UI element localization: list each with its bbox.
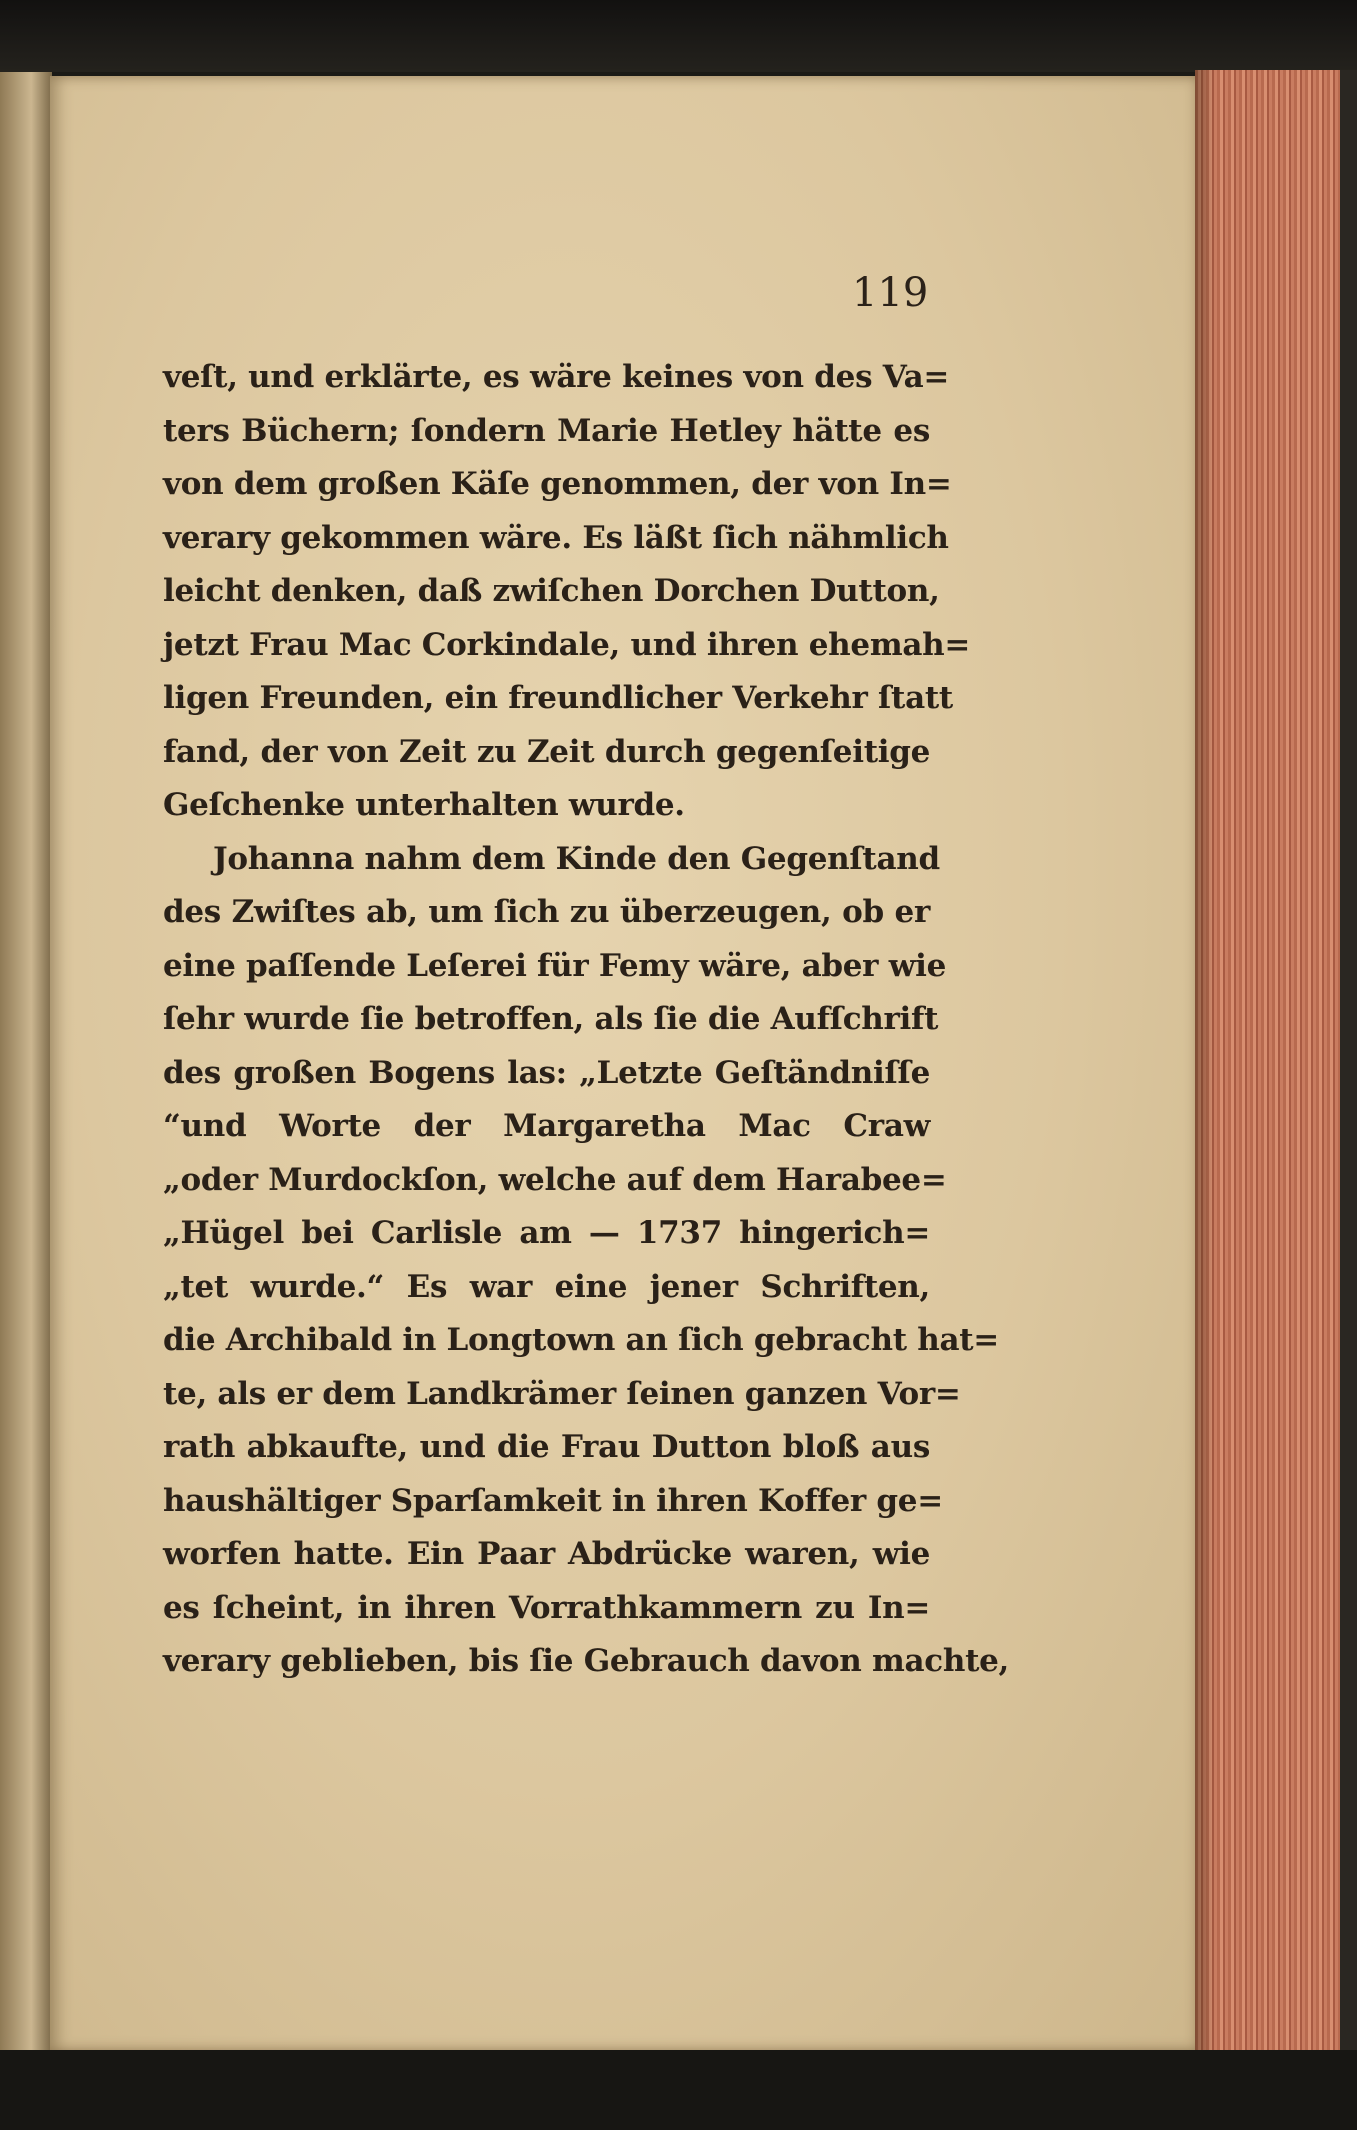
text-line: worfen hatte. Ein Paar Abdrücke waren, wie [163,1536,930,1572]
text-line: ligen Freunden, ein freundlicher Verkehr ſtatt [163,680,953,716]
text-line: fand, der von Zeit zu Zeit durch gegenſeitige [163,733,930,770]
text-line: ters Büchern; ſondern Marie Hetley hätte es [163,412,930,449]
text-line: te, als er dem Landkrämer ſeinen ganzen Vor= [163,1375,961,1412]
page-number: 119 [852,270,929,316]
text-line: von dem großen Käſe genommen, der von In= [163,466,952,502]
text-line: ſehr wurde ſie betroffen, als ſie die Aufſchrift [163,1001,939,1037]
text-line: verary gekommen wäre. Es läßt ſich nähmlich [163,519,949,556]
text-line: „oder Murdockſon, welche auf dem Harabee= [163,1161,947,1198]
facing-page-edge [0,72,52,2052]
scan-background-top [0,0,1357,72]
text-line: „tet wurde.“ Es war eine jener Schriften, [163,1268,930,1305]
text-line: Geſchenke unterhalten wurde. [163,787,685,823]
text-line: es ſcheint, in ihren Vorrathkammern zu In= [163,1589,930,1626]
text-line: haushältiger Sparſamkeit in ihren Koffer ge= [163,1482,943,1519]
text-line: jetzt Frau Mac Corkindale, und ihren ehemah= [163,626,971,663]
text-line: veſt, und erklärte, es wäre keines von des Va= [163,359,950,395]
scan-background-bottom [0,2050,1357,2130]
text-line: verary geblieben, bis ſie Gebrauch davon machte, [163,1643,1010,1679]
text-line: „Hügel bei Carlisle am — 1737 hingerich= [163,1215,930,1251]
text-line: eine paſſende Leſerei für Femy wäre, aber wie [163,947,946,984]
text-line: rath abkaufte, und die Frau Dutton bloß aus [163,1429,930,1465]
gutter-shadow [1195,70,1215,2055]
page-stack-edges [1195,70,1340,2055]
text-line: Johanna nahm dem Kinde den Gegenſtand [213,840,940,877]
text-line: die Archibald in Longtown an ſich gebracht hat= [163,1322,999,1358]
text-line: des großen Bogens las: „Letzte Geſtändniſſe [163,1054,930,1091]
text-line: des Zwiſtes ab, um ſich zu überzeugen, ob er [163,894,930,930]
text-line: “und Worte der Margaretha Mac Craw [163,1108,930,1144]
text-line: leicht denken, daß zwiſchen Dorchen Dutton, [163,573,940,609]
